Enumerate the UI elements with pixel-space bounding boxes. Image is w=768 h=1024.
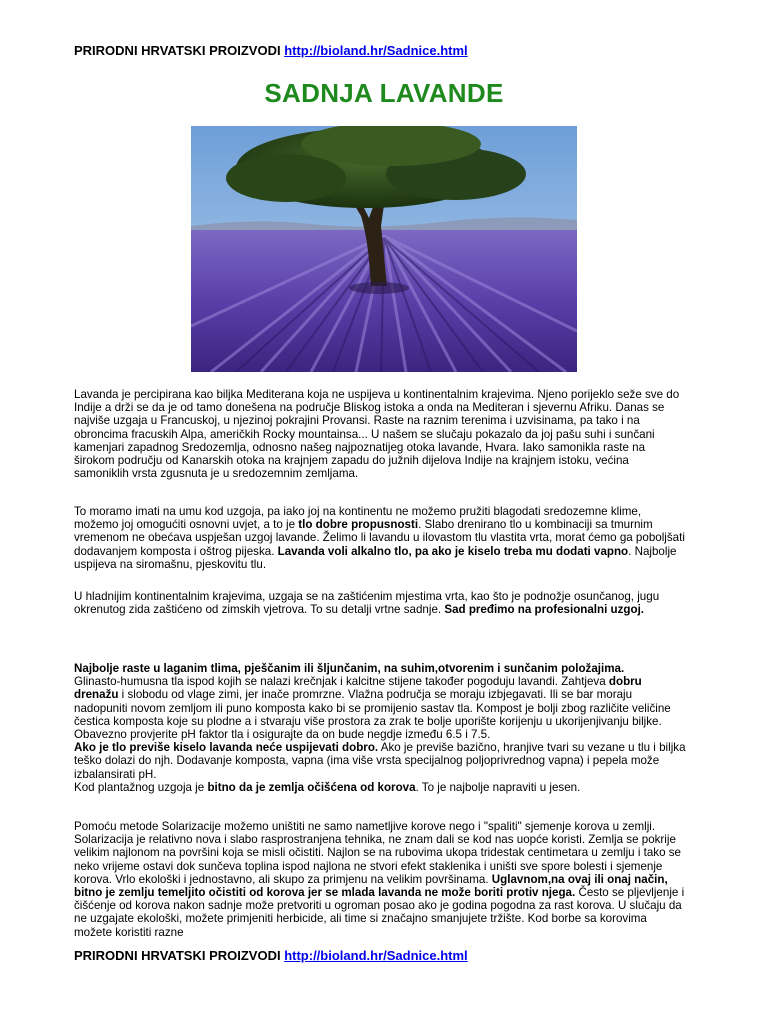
paragraph-5-text: Pomoću metode Solarizacije možemo uništiti ne samo nametljive korove nego i "spaliti" sjemenje korova u zemlji. Solarizacija je relativno nova i slabo rasprostranjena tehnika, ne znam dali se kod nas uopće koristi. Zemlja se pokrije velikim najlonom na površini koja se misli očistiti. Najlon se na rubovima ukopa tridestak centimetara u zemlju i tako se neko vrijeme ostavi dok sunčeva toplina ispod najlona ne stvori efekt staklenika i uništi sve spore bolesti i sjemenje korova. Vrlo ekološki i jednostavno, ali skupo za primjenu na velikim površinama. <box>74 820 682 886</box>
paragraph-2-text: To moramo imati na umu kod uzgoja, pa iako joj na kontinentu ne možemo pružiti blagodati sredozemne klime, možemo joj omogućiti osnovni uvjet, a to je <box>74 505 642 532</box>
paragraph-2-text-2: . Slabo drenirano tlo u kombinaciji sa tmurnim vremenom ne obećava uspješan uzgoj lavande. Želimo li lavandu u ilovastom tlu vlastita vrta, morat ćemo ga poboljšati dodavanjem komposta i oštrog pijeska. <box>74 518 685 558</box>
page-title: SADNJA LAVANDE <box>264 78 504 108</box>
paragraph-1 <box>74 388 686 480</box>
paragraph-1-text: Lavanda je percipirana kao biljka Mediterana koja ne uspijeva u kontinentalnim krajevima. Njeno porijeklo seže sve do Indije a drži se da je od tamo donešena na područje Bliskog istoka a onda na Mediteran i sjevernu Afriku. Danas se najviše uzgaja u Francuskoj, u njezinoj pokrajini Provansi. Raste na raznim terenima i uzvisinama, pa tako i na obroncima fracuskih Alpa, američkih Rocky mountainsa... U našem se slučaju pokazalo da joj pašu suhi i sunčani kamenjari zapadnog Sredozemlja, odnosno našeg najpoznatijeg otoka lavande, Hvara. Iako samonikla raste na širokom području od Kanarskih otoka na krajnjem zapadu do južnih dijelova Indije na krajnjem istoku, većina samoniklih vrsta zgusnuta je u sredozemnim zemljama. <box>74 388 680 481</box>
paragraph-2 <box>74 505 686 571</box>
paragraph-4-bold-1: dobru drenažu <box>74 675 642 702</box>
paragraph-4-text-2: i slobodu od vlage zimi, jer inače promrzne. Vlažna područja se moraju izbjegavati. Ili se bar moraju nadopuniti novom zemljom ili puno komposta kako bi se promijenio sastav tla. Kompost je bolji zbog različite veličine čestica komposta koje su plodne a i stvaraju više prostora za zrak te bolje uporište korijenju u ukorijenjivanju biljke. Obavezno provjerite pH faktor tla i osigurajte da on bude negdje između 6.5 i 7.5. <box>74 688 671 742</box>
header <box>74 43 468 58</box>
paragraph-4-text-5: . To je najbolje napraviti u jesen. <box>415 780 581 794</box>
header-link[interactable]: http://bioland.hr/Sadnice.html <box>284 43 468 58</box>
paragraph-5-text-2: Često se pljevljenje i čišćenje od korova nakon sadnje može pretvoriti u ogroman posao ako je godina pogodna za rast korova. U slučaju da ne uzgajate ekološki, možete primjeniti herbicide, ali time si značajno smanjujete tržište. Kod borbe sa korovima možete koristiti razne <box>74 886 685 939</box>
paragraph-2-bold-1: tlo dobre propusnosti <box>298 518 419 532</box>
paragraph-2-bold-2: Lavanda voli alkalno tlo, pa ako je kiselo treba mu dodati vapno <box>277 544 629 558</box>
paragraph-4-text: Glinasto-humusna tla ispod kojih se nalazi krečnjak i kalcitne stijene također pogoduju lavandi. Zahtjeva <box>74 675 609 689</box>
lavender-field-photo <box>191 126 577 372</box>
paragraph-4-bold-3: bitno da je zemlja očišćena od korova <box>207 780 416 794</box>
paragraph-3 <box>74 590 686 616</box>
paragraph-3-bold: Sad pređimo na profesionalni uzgoj. <box>444 603 645 617</box>
paragraph-5-bold: Uglavnom,na ovaj ili onaj način, bitno je zemlju temeljito očistiti od korova jer se mlada lavanda ne može boriti protiv njega. <box>74 872 668 900</box>
paragraph-3-text: U hladnijim kontinentalnim krajevima, uzgaja se na zaštićenim mjestima vrta, kao što je podnožje osunčanog, jugu okrenutog zida zaštićeno od zimskih vjetrova. To su detalji vrtne sadnje. <box>74 590 660 617</box>
paragraph-4-text-3: Ako je previše bazično, hranjive tvari su vezane u tlu i biljka teško dolazi do njh. Dodavanje komposta, vapna (ima više vrsta specijalnog poljoprivrednog vapna) i pepela može izbalansirati pH. <box>74 741 686 781</box>
footer <box>74 948 468 963</box>
footer-brand: PRIRODNI HRVATSKI PROIZVODI <box>74 948 281 963</box>
paragraph-5 <box>74 820 686 939</box>
footer-link[interactable]: http://bioland.hr/Sadnice.html <box>284 948 468 963</box>
paragraph-2-text-3: . Najbolje uspijeva na siromašnu, pjeskovitu tlu. <box>74 544 677 571</box>
paragraph-4-lead: Najbolje raste u laganim tlima, pješčanim ili šljunčanim, na suhim,otvorenim i sunčanim položajima. <box>74 662 625 675</box>
paragraph-4 <box>74 662 686 794</box>
paragraph-4-text-4: Kod plantažnog uzgoja je <box>74 780 208 794</box>
header-brand: PRIRODNI HRVATSKI PROIZVODI <box>74 43 281 58</box>
paragraph-4-bold-2: Ako je tlo previše kiselo lavanda neće uspijevati dobro. <box>74 741 379 755</box>
